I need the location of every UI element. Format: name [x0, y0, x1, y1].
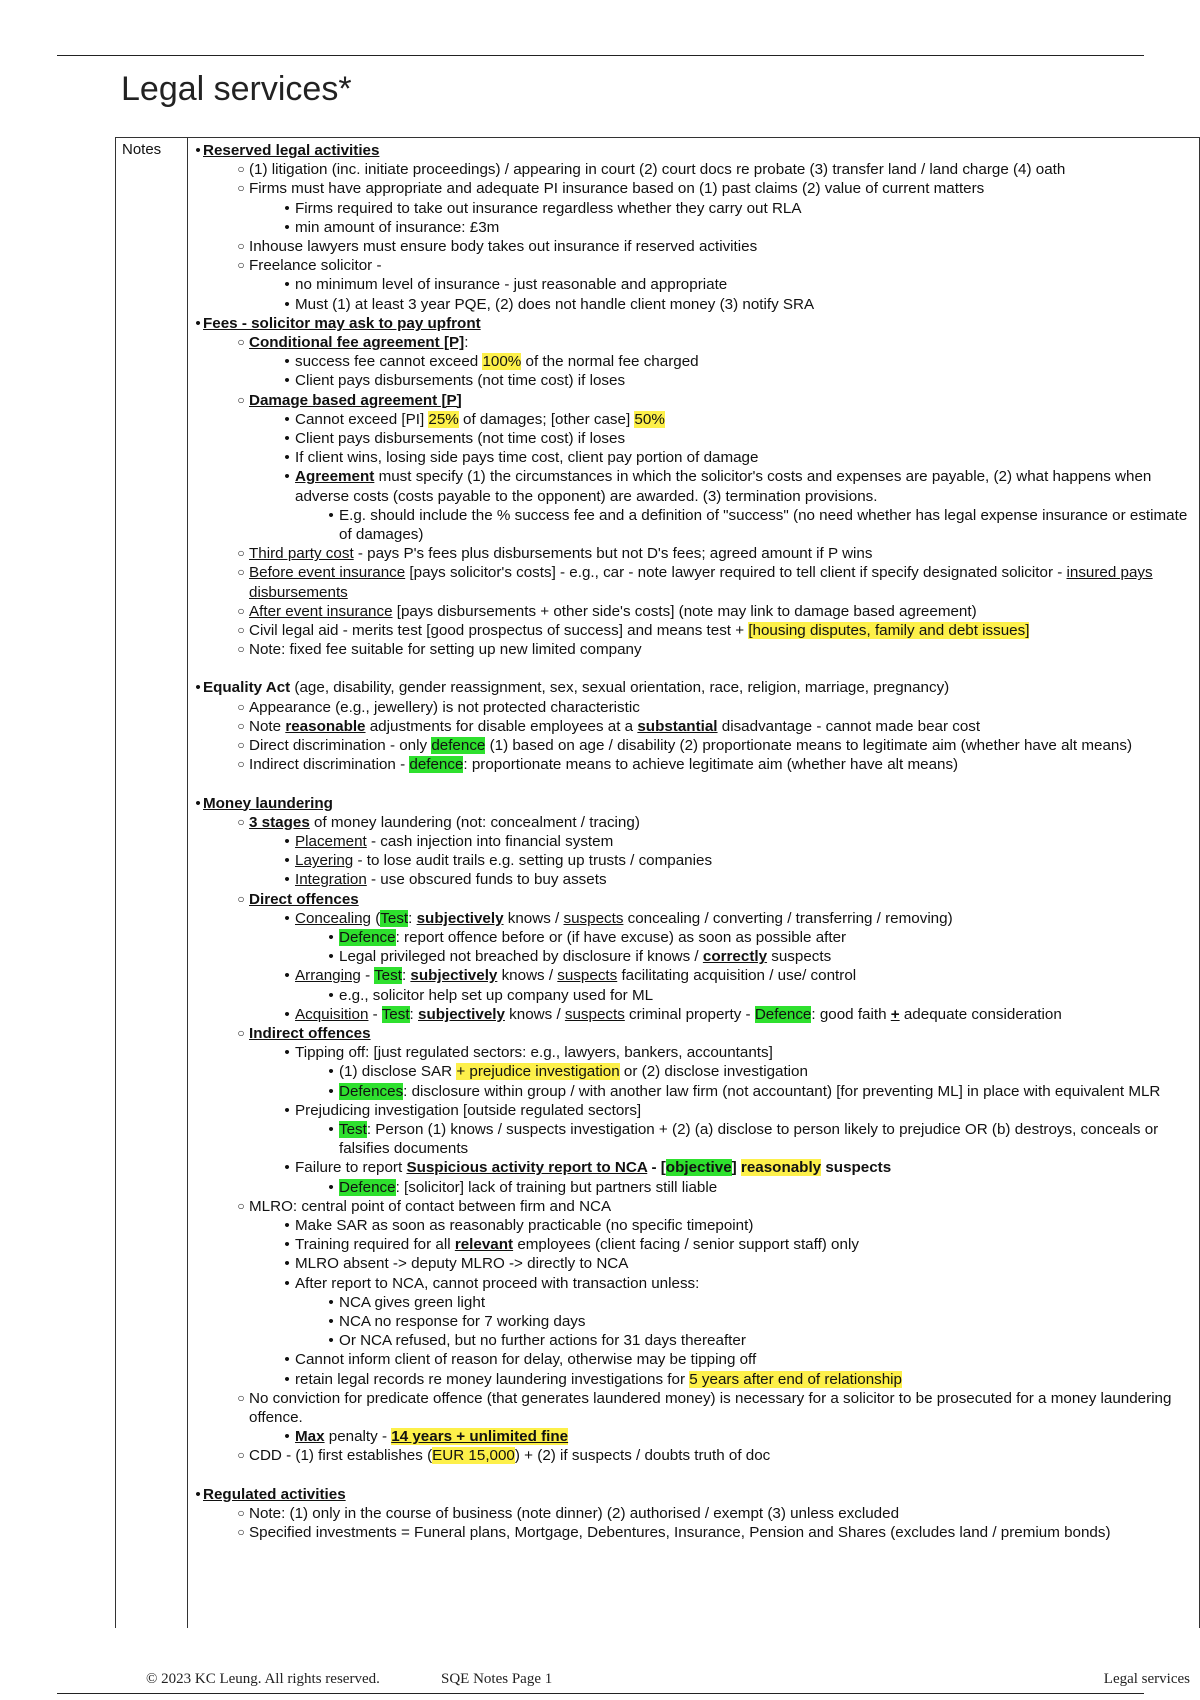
list-item: • Layering - to lose audit trails e.g. setting up trusts / companies	[284, 852, 713, 870]
list-item: ○ (1) litigation (inc. initiate proceedings) / appearing in court (2) court docs re probate (3) transfer land / land charge (4) oath	[237, 161, 1066, 179]
list-item: ○ Firms must have appropriate and adequate PI insurance based on (1) past claims (2) value of current matters	[237, 180, 985, 198]
list-item: • Legal privileged not breached by disclosure if knows / correctly suspects	[328, 948, 832, 966]
list-item: • Arranging - Test: subjectively knows / suspects facilitating acquisition / use/ control	[284, 967, 857, 985]
list-item: • Make SAR as soon as reasonably practicable (no specific timepoint)	[284, 1216, 754, 1234]
list-item: • Reserved legal activities	[195, 142, 380, 159]
highlight: Test	[374, 967, 402, 985]
highlight: 25%	[428, 410, 459, 428]
bottom-rule	[57, 1693, 1144, 1694]
list-item: • Agreement must specify (1) the circumstances in which the solicitor's costs and expenses are payable, (2) what happens when adverse costs (costs payable to the opponent) are awarded. (3) termination provisions.	[284, 468, 1152, 505]
highlight: defence	[431, 737, 486, 755]
notes-content	[191, 141, 1193, 1542]
page-title: Legal services*	[121, 70, 352, 108]
list-item: ○ Inhouse lawyers must ensure body takes out insurance if reserved activities	[237, 238, 758, 256]
list-item: ○ Note reasonable adjustments for disable employees at a substantial disadvantage - cannot made bear cost	[237, 717, 981, 735]
list-item: • Integration - use obscured funds to buy assets	[284, 871, 607, 889]
list-item: • Fees - solicitor may ask to pay upfront	[195, 314, 481, 332]
footer-copyright: © 2023 KC Leung. All rights reserved.	[146, 1671, 380, 1687]
highlight: 5 years after end of relationship	[689, 1370, 903, 1388]
highlight: Test	[381, 1005, 410, 1023]
list-item: • Must (1) at least 3 year PQE, (2) does not handle client money (3) notify SRA	[284, 295, 815, 313]
list-item: ○ Direct discrimination - only defence (1) based on age / disability (2) proportionate means to legitimate aim (whether have alt means)	[237, 737, 1132, 755]
list-item: ○ Third party cost - pays P's fees plus disbursements but not D's fees; agreed amount if P wins	[237, 545, 873, 563]
list-item: • MLRO absent -> deputy MLRO -> directly to NCA	[284, 1255, 629, 1273]
list-item: • Training required for all relevant employees (client facing / senior support staff) only	[284, 1236, 859, 1254]
list-item: • Cannot inform client of reason for delay, otherwise may be tipping off	[284, 1351, 757, 1369]
list-item: ○ Appearance (e.g., jewellery) is not protected characteristic	[237, 698, 640, 716]
highlight: Test	[380, 909, 409, 927]
column-divider	[187, 138, 188, 1628]
list-item: • Regulated activities	[195, 1485, 346, 1503]
footer-section: Legal services	[1103, 1671, 1190, 1687]
list-item: • e.g., solicitor help set up company used for ML	[328, 986, 654, 1004]
list-item: • Acquisition - Test: subjectively knows / suspects criminal property - Defence: good faith + adequate consideration	[284, 1005, 1062, 1023]
highlight: 14 years + unlimited fine	[391, 1428, 569, 1446]
list-item: • Firms required to take out insurance regardless whether they carry out RLA	[284, 199, 802, 217]
list-item: ○ Note: (1) only in the course of business (note dinner) (2) authorised / exempt (3) unless excluded	[237, 1504, 900, 1522]
highlight: Test	[339, 1120, 367, 1138]
top-rule	[57, 55, 1144, 56]
list-item: ○ No conviction for predicate offence (that generates laundered money) is necessary for a solicitor to be prosecuted for a money laundering offence.	[237, 1389, 1172, 1426]
highlight: [housing disputes, family and debt issues]	[748, 622, 1030, 640]
highlight: Defence	[339, 1178, 396, 1196]
list-item: ○ Conditional fee agreement [P]:	[237, 334, 469, 352]
list-item: • E.g. should include the % success fee and a definition of "success" (no need whether has legal expense insurance or estimate of damages)	[328, 506, 1188, 544]
list-item: ○ After event insurance [pays disbursements + other side's costs] (note may link to damage based agreement)	[237, 602, 977, 620]
list-item: ○ Indirect discrimination - defence: proportionate means to achieve legitimate aim (whether have alt means)	[237, 756, 959, 774]
list-item: • NCA gives green light	[328, 1293, 486, 1311]
list-item: • Max penalty - 14 years + unlimited fine	[284, 1428, 569, 1446]
list-item: • Failure to report Suspicious activity report to NCA - [objective] reasonably suspects	[284, 1159, 892, 1177]
list-item: ○ Note: fixed fee suitable for setting up new limited company	[237, 641, 642, 659]
list-item: ○ Indirect offences	[237, 1024, 371, 1042]
list-item: • (1) disclose SAR + prejudice investigation or (2) disclose investigation	[328, 1063, 808, 1081]
highlight: + prejudice investigation	[456, 1063, 620, 1081]
list-item: • success fee cannot exceed 100% of the normal fee charged	[284, 353, 699, 371]
list-item: ○ Before event insurance [pays solicitor's costs] - e.g., car - note lawyer required to tell client if specify designated solicitor - insured pays disbursements	[237, 564, 1153, 601]
highlight: objective	[665, 1159, 732, 1177]
list-item: • Money laundering	[195, 794, 333, 812]
list-item: • min amount of insurance: £3m	[284, 218, 500, 236]
highlight: 50%	[634, 410, 665, 428]
list-item: • Client pays disbursements (not time cost) if loses	[284, 372, 626, 390]
list-item: ○ Freelance solicitor -	[237, 257, 382, 275]
list-item: • If client wins, losing side pays time cost, client pay portion of damage	[284, 449, 759, 467]
highlight: EUR 15,000	[432, 1447, 515, 1465]
list-item: • Tipping off: [just regulated sectors: e.g., lawyers, bankers, accountants]	[284, 1044, 773, 1062]
list-item: • After report to NCA, cannot proceed with transaction unless:	[284, 1274, 700, 1292]
highlight: defence	[409, 756, 464, 774]
list-item: • NCA no response for 7 working days	[328, 1312, 586, 1330]
list-item: • Prejudicing investigation [outside regulated sectors]	[284, 1101, 642, 1119]
list-item: • Cannot exceed [PI] 25% of damages; [other case] 50%	[284, 410, 665, 428]
highlight: Defence	[754, 1005, 812, 1023]
highlight: Defence	[339, 928, 396, 946]
list-item: • retain legal records re money laundering investigations for 5 years after end of relationship	[284, 1370, 903, 1388]
list-item: • Or NCA refused, but no further actions for 31 days thereafter	[328, 1332, 746, 1350]
list-item: • Concealing (Test: subjectively knows / suspects concealing / converting / transferring / removing)	[284, 909, 953, 927]
list-item: ○ Direct offences	[237, 890, 359, 908]
list-item: ○ CDD - (1) first establishes (EUR 15,000) + (2) if suspects / doubts truth of doc	[237, 1447, 771, 1465]
list-item: ○ Damage based agreement [P]	[237, 391, 462, 409]
notes-table	[115, 137, 1200, 1628]
highlight: Defences	[339, 1082, 404, 1100]
list-item: • no minimum level of insurance - just reasonable and appropriate	[284, 276, 728, 294]
highlight: reasonably	[740, 1159, 822, 1177]
list-item: • Defences: disclosure within group / with another law firm (not accountant) [for preventing ML] in place with equivalent MLR	[328, 1082, 1161, 1100]
list-item: • Defence: report offence before or (if have excuse) as soon as possible after	[328, 928, 847, 946]
list-item: • Test: Person (1) knows / suspects investigation + (2) (a) disclose to person likely to prejudice OR (b) destroys, conceals or falsifies documents	[328, 1120, 1159, 1158]
list-item: • Placement - cash injection into financial system	[284, 832, 614, 850]
notes-label: Notes	[122, 141, 162, 158]
list-item: ○ MLRO: central point of contact between firm and NCA	[237, 1197, 612, 1215]
list-item: ○ Civil legal aid - merits test [good prospectus of success] and means test + [housing disputes, family and debt issues]	[237, 622, 1030, 640]
list-item: ○ Specified investments = Funeral plans, Mortgage, Debentures, Insurance, Pension and Shares (excludes land / premium bonds)	[237, 1524, 1111, 1542]
list-item: ○ 3 stages of money laundering (not: concealment / tracing)	[237, 813, 640, 831]
list-item: • Client pays disbursements (not time cost) if loses	[284, 430, 626, 448]
highlight: 100%	[482, 353, 522, 371]
list-item: • Defence: [solicitor] lack of training but partners still liable	[328, 1178, 718, 1196]
list-item: • Equality Act (age, disability, gender reassignment, sex, sexual orientation, race, religion, marriage, pregnancy)	[195, 679, 950, 697]
footer-page-number: SQE Notes Page 1	[441, 1671, 553, 1687]
